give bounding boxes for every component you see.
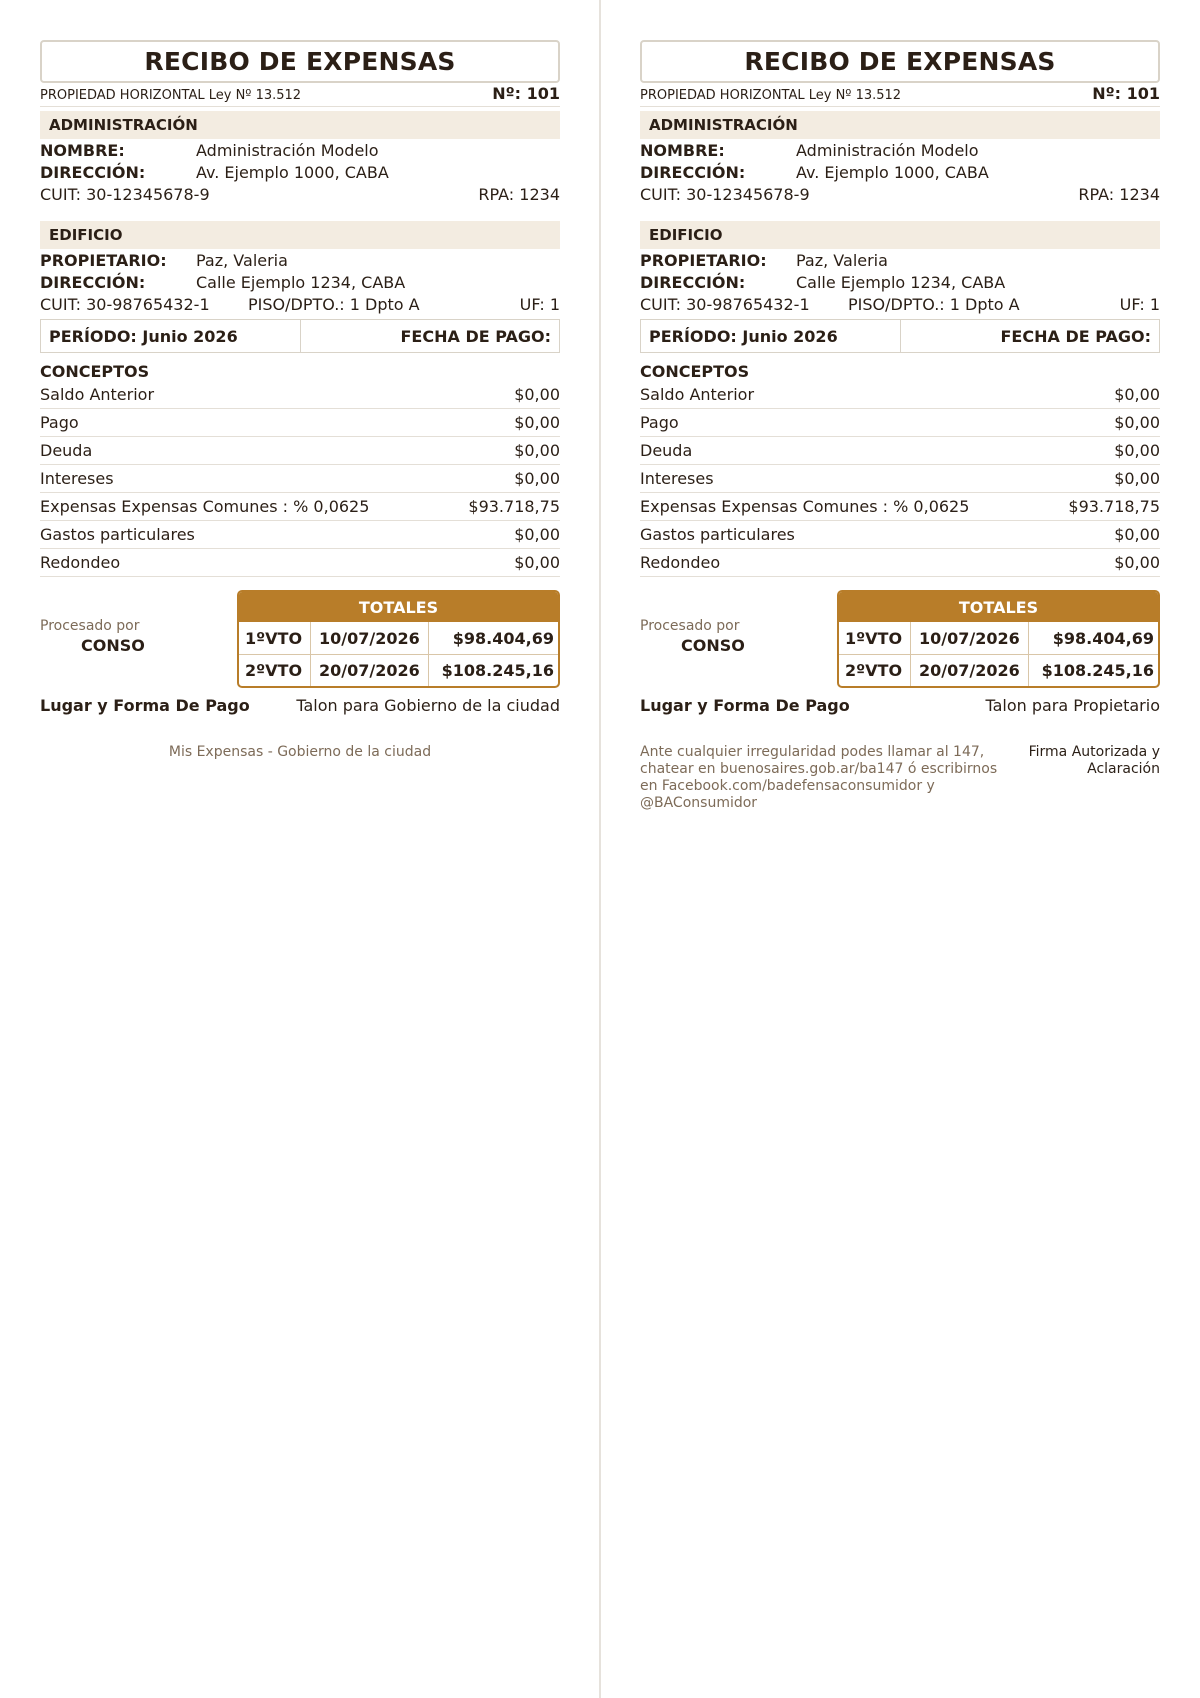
receipt-title-box [640, 40, 1160, 83]
concept-label: Expensas Expensas Comunes : % 0,0625 [40, 497, 370, 516]
vto-date: 20/07/2026 [911, 655, 1029, 686]
concept-label: Intereses [40, 469, 114, 488]
totals-heading: TOTALES [839, 592, 1158, 622]
receipt-number: Nº: 101 [1092, 84, 1160, 103]
edificio-heading: EDIFICIO [40, 221, 560, 249]
procesado-value: CONSO [681, 636, 745, 655]
admin-direccion: Av. Ejemplo 1000, CABA [796, 162, 989, 182]
edificio-heading: EDIFICIO [640, 221, 1160, 249]
edificio-direccion: Calle Ejemplo 1234, CABA [796, 272, 1006, 292]
vto-label: 1ºVTO [839, 622, 911, 654]
concept-label: Expensas Expensas Comunes : % 0,0625 [640, 497, 970, 516]
fecha-pago: FECHA DE PAGO: [400, 326, 551, 346]
concept-row [640, 493, 1160, 521]
propietario-row [640, 249, 1160, 271]
receipt-title: RECIBO DE EXPENSAS [144, 47, 456, 76]
vto-label: 2ºVTO [239, 655, 311, 686]
concept-label: Gastos particulares [40, 525, 195, 544]
fecha-pago: FECHA DE PAGO: [1000, 326, 1151, 346]
concept-row [640, 437, 1160, 465]
lugar-row [40, 688, 560, 722]
vto-date: 10/07/2026 [311, 622, 429, 654]
ley-text: PROPIEDAD HORIZONTAL Ley Nº 13.512 [640, 88, 902, 103]
concept-value: $0,00 [1114, 469, 1160, 488]
concept-row [640, 549, 1160, 577]
admin-cuit-row [40, 183, 560, 205]
concept-value: $0,00 [1114, 553, 1160, 572]
admin-nombre-row [640, 139, 1160, 161]
admin-heading: ADMINISTRACIÓN [40, 111, 560, 139]
vto-label: 2ºVTO [839, 655, 911, 686]
totals-row [839, 622, 1158, 654]
concept-row [40, 493, 560, 521]
admin-direccion-row [640, 161, 1160, 183]
edificio-cuit-row [40, 293, 560, 315]
vto-amount: $98.404,69 [1052, 628, 1154, 648]
propietario-row [40, 249, 560, 271]
edificio-direccion-label: DIRECCIÓN: [640, 272, 746, 292]
admin-cuit-row [640, 183, 1160, 205]
concept-label: Intereses [640, 469, 714, 488]
concept-value: $0,00 [514, 525, 560, 544]
periodo: PERÍODO: Junio 2026 [41, 320, 301, 352]
totals-row [839, 654, 1158, 686]
totals-table [837, 590, 1160, 688]
receipt-subline [640, 83, 1160, 107]
vto-amount: $108.245,16 [1041, 661, 1154, 680]
vto-label: 1ºVTO [239, 622, 311, 654]
vto-amount: $108.245,16 [441, 661, 554, 680]
concept-value: $0,00 [1114, 385, 1160, 404]
admin-rpa: RPA: 1234 [1078, 184, 1160, 204]
totals-heading: TOTALES [239, 592, 558, 622]
concept-row [40, 409, 560, 437]
admin-direccion: Av. Ejemplo 1000, CABA [196, 162, 389, 182]
edificio-direccion-row [40, 271, 560, 293]
conceptos-title: CONCEPTOS [40, 361, 150, 381]
concept-row [40, 437, 560, 465]
procesado-label: Procesado por [40, 618, 140, 634]
page-divider [599, 0, 601, 1698]
piso-dpto: PISO/DPTO.: 1 Dpto A [248, 294, 420, 314]
concept-label: Deuda [640, 441, 693, 460]
totals-row [239, 622, 558, 654]
concept-row [40, 381, 560, 409]
admin-nombre-label: NOMBRE: [40, 140, 125, 160]
concept-value: $93.718,75 [1068, 497, 1160, 516]
ley-text: PROPIEDAD HORIZONTAL Ley Nº 13.512 [40, 88, 302, 103]
receipt-title-box [40, 40, 560, 83]
unidad-funcional: UF: 1 [1119, 294, 1160, 314]
admin-nombre: Administración Modelo [196, 140, 379, 160]
receipt-gobierno [40, 40, 560, 760]
lugar-label: Lugar y Forma De Pago [40, 695, 250, 715]
concept-row [640, 521, 1160, 549]
admin-heading: ADMINISTRACIÓN [640, 111, 1160, 139]
propietario-label: PROPIETARIO: [640, 250, 767, 270]
totals-area [640, 590, 1160, 688]
edificio-cuit: CUIT: 30-98765432-1 [640, 294, 810, 314]
vto-amount: $98.404,69 [452, 628, 554, 648]
concept-value: $0,00 [514, 413, 560, 432]
consumer-message: Ante cualquier irregularidad podes llamar al 147, chatear en buenosaires.gob.ar/ba147 ó escribirnos en Facebook.com/badefensaconsumidor y @BAConsumidor [640, 744, 998, 811]
concept-value: $0,00 [1114, 413, 1160, 432]
lugar-label: Lugar y Forma De Pago [640, 695, 850, 715]
concept-row [640, 465, 1160, 493]
admin-nombre: Administración Modelo [796, 140, 979, 160]
period-box [40, 319, 560, 353]
concept-value: $0,00 [514, 385, 560, 404]
admin-nombre-row [40, 139, 560, 161]
concept-row [40, 521, 560, 549]
concept-label: Gastos particulares [640, 525, 795, 544]
concept-row [40, 549, 560, 577]
concept-value: $93.718,75 [468, 497, 560, 516]
concept-row [640, 409, 1160, 437]
receipt-propietario [640, 40, 1160, 812]
concept-row [640, 381, 1160, 409]
lugar-row [640, 688, 1160, 722]
admin-rpa: RPA: 1234 [478, 184, 560, 204]
period-box [640, 319, 1160, 353]
procesado-block [640, 590, 837, 688]
concept-value: $0,00 [514, 469, 560, 488]
propietario-label: PROPIETARIO: [40, 250, 167, 270]
concept-label: Saldo Anterior [640, 385, 755, 404]
concept-label: Pago [40, 413, 79, 432]
firma-autorizada: Firma Autorizada y Aclaración [1028, 744, 1160, 777]
admin-direccion-row [40, 161, 560, 183]
admin-cuit: CUIT: 30-12345678-9 [640, 184, 810, 204]
receipt-title: RECIBO DE EXPENSAS [744, 47, 1056, 76]
edificio-cuit: CUIT: 30-98765432-1 [40, 294, 210, 314]
receipt-number: Nº: 101 [492, 84, 560, 103]
procesado-block [40, 590, 237, 688]
admin-direccion-label: DIRECCIÓN: [40, 162, 146, 182]
talon-label: Talon para Propietario [985, 695, 1160, 715]
footer-text: Mis Expensas - Gobierno de la ciudad [168, 744, 432, 760]
concept-value: $0,00 [1114, 441, 1160, 460]
vto-date: 20/07/2026 [311, 655, 429, 686]
totals-area [40, 590, 560, 688]
conceptos-title: CONCEPTOS [640, 361, 750, 381]
receipt-subline [40, 83, 560, 107]
procesado-label: Procesado por [640, 618, 740, 634]
concept-label: Pago [640, 413, 679, 432]
edificio-direccion-label: DIRECCIÓN: [40, 272, 146, 292]
footer-block [640, 744, 1160, 812]
edificio-cuit-row [640, 293, 1160, 315]
propietario: Paz, Valeria [196, 250, 288, 270]
edificio-direccion-row [640, 271, 1160, 293]
piso-dpto: PISO/DPTO.: 1 Dpto A [848, 294, 1020, 314]
totals-table [237, 590, 560, 688]
totals-row [239, 654, 558, 686]
concept-value: $0,00 [1114, 525, 1160, 544]
admin-direccion-label: DIRECCIÓN: [640, 162, 746, 182]
concept-value: $0,00 [514, 553, 560, 572]
unidad-funcional: UF: 1 [519, 294, 560, 314]
concept-label: Saldo Anterior [40, 385, 155, 404]
concept-label: Deuda [40, 441, 93, 460]
edificio-direccion: Calle Ejemplo 1234, CABA [196, 272, 406, 292]
admin-nombre-label: NOMBRE: [640, 140, 725, 160]
talon-label: Talon para Gobierno de la ciudad [296, 695, 560, 715]
periodo: PERÍODO: Junio 2026 [641, 320, 901, 352]
concept-label: Redondeo [640, 553, 721, 572]
vto-date: 10/07/2026 [911, 622, 1029, 654]
procesado-value: CONSO [81, 636, 145, 655]
concept-value: $0,00 [514, 441, 560, 460]
propietario: Paz, Valeria [796, 250, 888, 270]
admin-cuit: CUIT: 30-12345678-9 [40, 184, 210, 204]
concept-row [40, 465, 560, 493]
concept-label: Redondeo [40, 553, 121, 572]
